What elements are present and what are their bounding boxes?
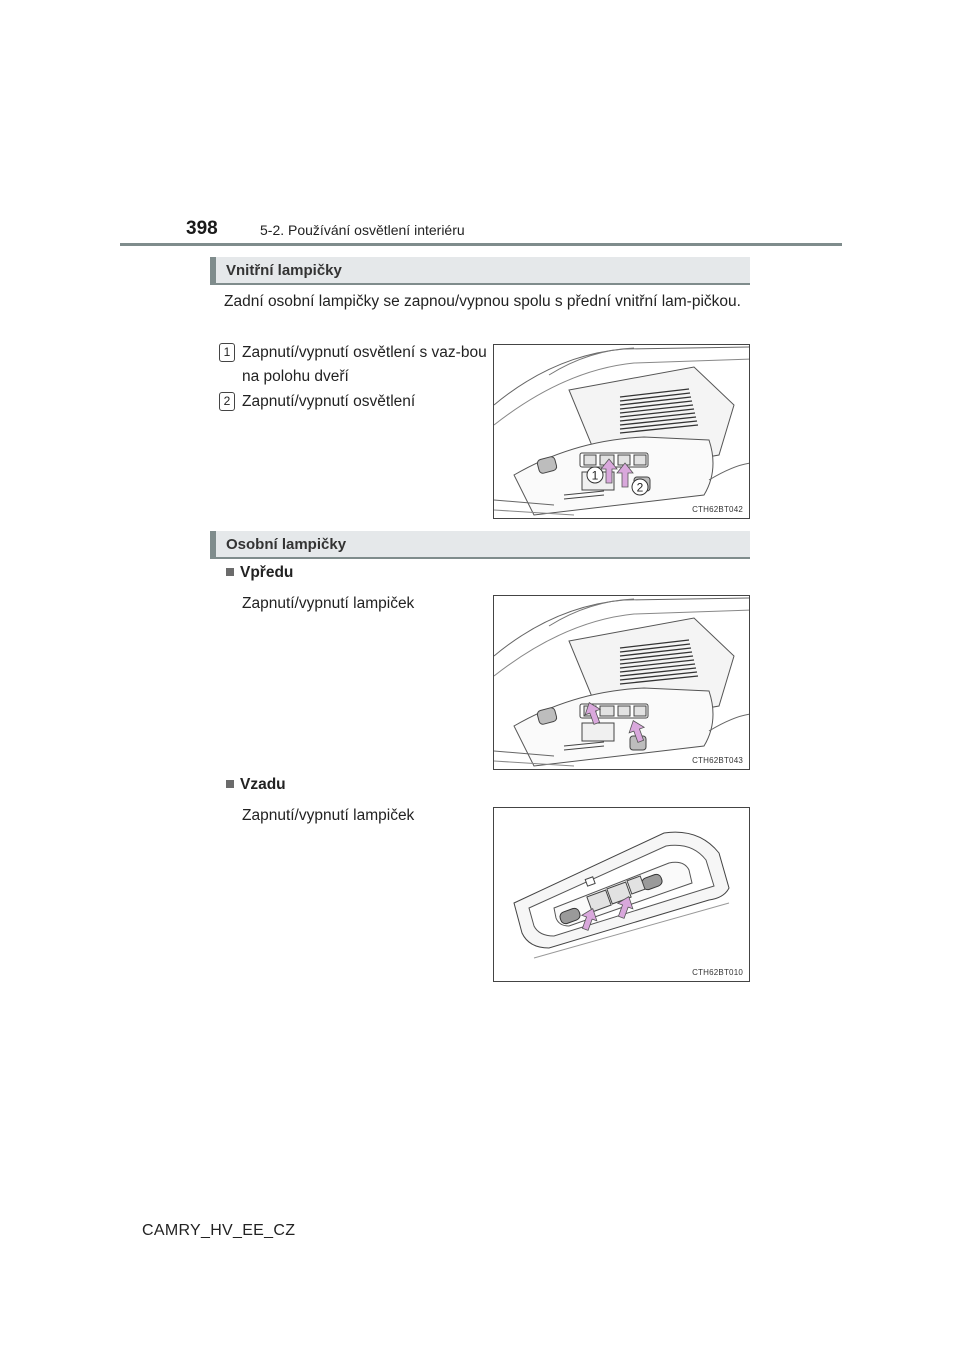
square-bullet-icon (226, 568, 234, 576)
overhead-console-illustration (494, 345, 750, 519)
rear-description: Zapnutí/vypnutí lampiček (242, 807, 415, 824)
callout-2: 2 (636, 480, 644, 495)
callout-1: 1 (591, 468, 599, 483)
figure-overhead-console-personal (493, 595, 750, 770)
page-number: 398 (186, 218, 218, 239)
subheading-text: Vpředu (240, 564, 294, 581)
item-number-badge: 1 (219, 343, 235, 362)
figure-overhead-console-front (493, 344, 750, 519)
subheading-rear (226, 776, 286, 794)
square-bullet-icon (226, 780, 234, 788)
rear-console-illustration (494, 808, 750, 982)
section-title: Osobní lampičky (226, 536, 347, 553)
subheading-front (226, 564, 293, 582)
section-title: Vnitřní lampičky (226, 262, 342, 279)
item-text: Zapnutí/vypnutí osvětlení (242, 393, 416, 410)
section-heading-personal (210, 531, 750, 559)
figure-code: CTH62BT043 (692, 756, 743, 765)
section-heading-interior (210, 257, 750, 285)
front-description: Zapnutí/vypnutí lampiček (242, 595, 415, 612)
figure-rear-console (493, 807, 750, 982)
subheading-text: Vzadu (240, 776, 286, 793)
model-code: CAMRY_HV_EE_CZ (142, 1222, 296, 1239)
intro-paragraph: Zadní osobní lampičky se zapnou/vypnou spolu s přední vnitřní lam-pičkou. (224, 293, 741, 310)
item-text: Zapnutí/vypnutí osvětlení s vaz-bou na polohu dveří (242, 344, 487, 385)
figure-code: CTH62BT042 (692, 505, 743, 514)
header-rule (120, 243, 842, 246)
item-number-badge: 2 (219, 392, 235, 411)
figure-code: CTH62BT010 (692, 968, 743, 977)
overhead-console-illustration (494, 596, 750, 770)
chapter-title: 5-2. Používání osvětlení interiéru (260, 222, 465, 238)
